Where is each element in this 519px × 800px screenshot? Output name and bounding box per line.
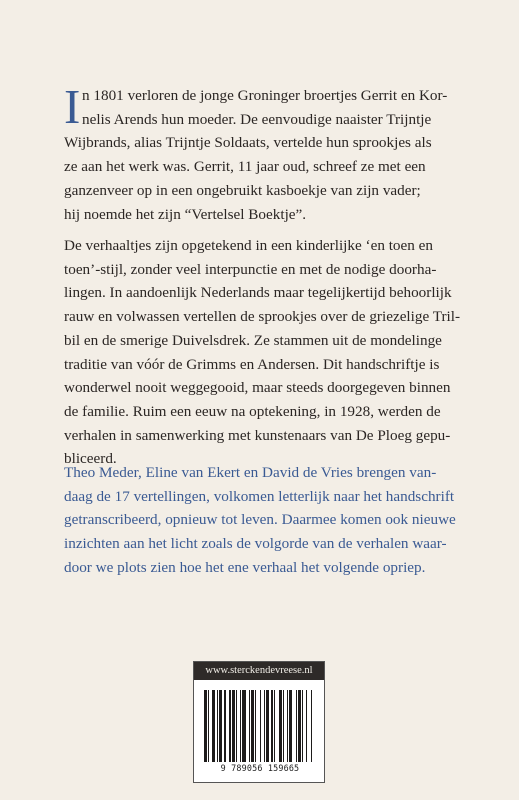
text-line: inzichten aan het licht zoals de volgorde van de verhalen waar- [64,535,447,553]
text-line: rauw en volwassen vertellen de sprookjes over de griezelige Tril- [64,308,461,326]
text-line: de familie. Ruim een eeuw na optekening, in 1928, werden de [64,402,441,420]
paragraph-authors [64,461,474,580]
isbn-digits: 9 789056 159665 [220,763,300,773]
paragraph-description [64,234,474,471]
text-line: ganzenveer op in een ongebruikt kasboekje van zijn vader; [64,181,421,199]
text-line: getranscribeerd, opnieuw tot leven. Daarmee komen ook nieuwe [64,511,456,529]
drop-cap-letter: I [64,79,81,134]
paragraph-intro [64,79,474,226]
text-line: door we plots zien hoe het ene verhaal het volgende opriep. [64,558,426,576]
text-line: nelis Arends hun moeder. De eenvoudige naaister Trijntje [82,110,432,128]
text-line: n 1801 verloren de jonge Groninger broertjes Gerrit en Kor- [82,87,448,104]
text-line: verhalen in samenwerking met kunstenaars van De Ploeg gepu- [64,426,451,444]
text-line: toen’-stijl, zonder veel interpunctie en met de nodige doorha- [64,260,437,278]
barcode-block [193,661,325,783]
text-line: wonderwel nooit weggegooid, maar steeds doorgegeven binnen [64,379,451,397]
text-line: Theo Meder, Eline van Ekert en David de Vries brengen van- [64,464,437,481]
text-line: daag de 17 vertellingen, volkomen letterlijk naar het handschrift [64,487,455,505]
text-line: hij noemde het zijn “Vertelsel Boektje”. [64,205,307,223]
text-line: bil en de smerige Duivelsdrek. Ze stammen uit de mondelinge [64,331,442,349]
text-line: bliceerd. [64,450,117,468]
text-line: De verhaaltjes zijn opgetekend in een kinderlijke ‘en toen en [64,237,433,254]
barcode-bars [204,690,314,762]
barcode-bar [312,690,313,762]
text-line: traditie van vóór de Grimms en Andersen. Dit handschriftje is [64,355,440,373]
publisher-url: www.sterckendevreese.nl [194,662,324,680]
text-line: lingen. In aandoenlijk Nederlands maar tegelijkertijd behoorlijk [64,284,452,302]
text-line: Wijbrands, alias Trijntje Soldaats, vertelde hun sprookjes als [64,134,432,152]
text-line: ze aan het werk was. Gerrit, 11 jaar oud, schreef ze met een [64,158,426,176]
